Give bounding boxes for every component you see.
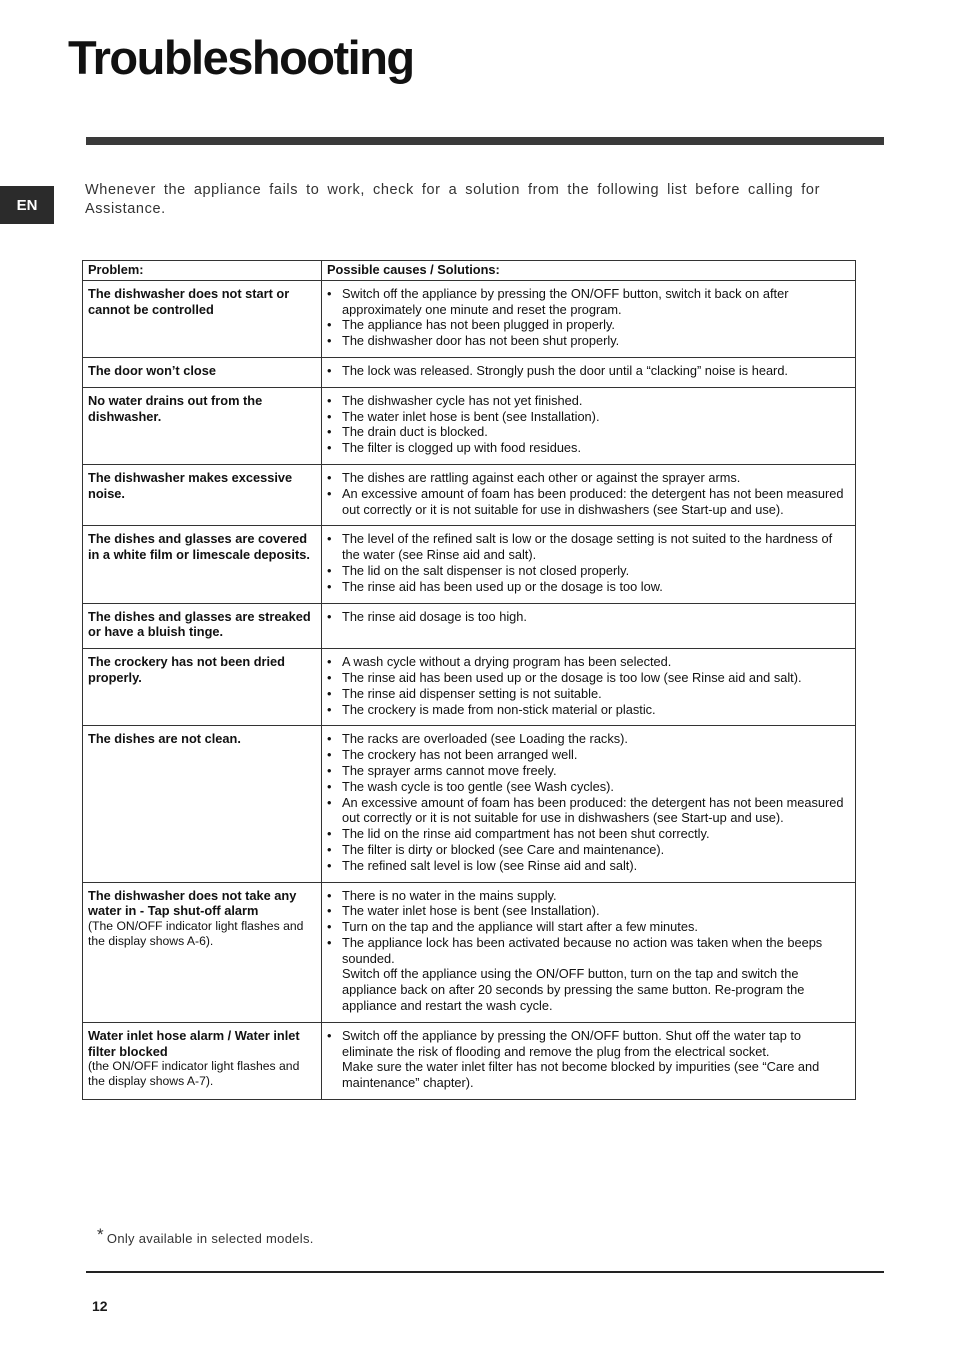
table-row	[83, 1022, 856, 1099]
solutions-cell	[322, 726, 856, 882]
footnote	[97, 1225, 314, 1248]
table-body	[83, 280, 856, 1099]
solutions-cell	[322, 280, 856, 357]
solutions-list	[327, 654, 850, 717]
problem-text: The dishwasher does not start or cannot be controlled	[88, 285, 290, 317]
solution-item: • The dishwasher cycle has not yet finished.	[327, 393, 850, 409]
solution-item: • The dishes are rattling against each other or against the sprayer arms.	[327, 470, 850, 486]
solution-item: • The lid on the rinse aid compartment has not been shut correctly.	[327, 826, 850, 842]
solutions-list	[327, 1028, 850, 1091]
header-problem: Problem:	[83, 261, 322, 281]
solution-item: • The appliance lock has been activated because no action was taken when the beeps sounded. Switch off the appliance using the ON/OFF button, turn on the tap and switch the appliance back on after 20 seconds by pressing the same button. Re-program the appliance and restart the wash cycle.	[327, 935, 850, 1014]
solutions-list	[327, 888, 850, 1014]
table-header-row	[83, 261, 856, 281]
problem-text: The crockery has not been dried properly.	[88, 654, 285, 685]
problem-text: The dishwasher does not take any water in - Tap shut-off alarm	[88, 887, 297, 919]
solution-item: • The crockery has not been arranged well.	[327, 747, 850, 763]
problem-cell	[83, 726, 322, 882]
problem-text: Water inlet hose alarm / Water inlet filter blocked	[88, 1027, 300, 1059]
solutions-cell	[322, 1022, 856, 1099]
solutions-list	[327, 531, 850, 594]
problem-note: (the ON/OFF indicator light flashes and the display shows A-7).	[88, 1059, 300, 1088]
solutions-cell	[322, 357, 856, 387]
footnote-text: Only available in selected models.	[106, 1231, 314, 1246]
problem-text: The dishes and glasses are streaked or have a bluish tinge.	[88, 608, 311, 640]
table-row	[83, 357, 856, 387]
table-row	[83, 526, 856, 603]
solution-item: • The water inlet hose is bent (see Installation).	[327, 409, 850, 425]
problem-text: The dishes are not clean.	[88, 731, 241, 747]
page-number: 12	[92, 1298, 108, 1314]
problem-cell	[83, 387, 322, 464]
problem-text: The dishes and glasses are covered in a white film or limescale deposits.	[88, 531, 310, 563]
problem-note: (The ON/OFF indicator light flashes and the display shows A-6).	[88, 919, 304, 948]
solutions-list	[327, 731, 850, 873]
solution-item: • Switch off the appliance by pressing the ON/OFF button. Shut off the water tap to eliminate the risk of flooding and remove the plug from the electrical socket. Make sure the water inlet filter has not become blocked by impurities (see “Care and maintenance” chapter).	[327, 1028, 850, 1091]
problem-cell	[83, 280, 322, 357]
solutions-list	[327, 470, 850, 517]
solution-item: • The crockery is made from non-stick material or plastic.	[327, 702, 850, 718]
solutions-list	[327, 609, 850, 625]
troubleshooting-table	[82, 260, 856, 1100]
title-divider	[86, 137, 884, 145]
solution-item: • An excessive amount of foam has been produced: the detergent has not been measured out correctly or it is not suitable for use in dishwashers (see Start-up and use).	[327, 486, 850, 518]
problem-cell	[83, 882, 322, 1022]
solution-item: • Switch off the appliance by pressing the ON/OFF button, switch it back on after approximately one minute and reset the program.	[327, 286, 850, 318]
solutions-cell	[322, 882, 856, 1022]
solution-item: • The wash cycle is too gentle (see Wash cycles).	[327, 779, 850, 795]
solutions-cell	[322, 603, 856, 649]
solution-item: • The rinse aid has been used up or the dosage is too low.	[327, 579, 850, 595]
header-solutions: Possible causes / Solutions:	[322, 261, 856, 281]
solution-item: • The lid on the salt dispenser is not closed properly.	[327, 563, 850, 579]
solutions-cell	[322, 526, 856, 603]
solutions-list	[327, 363, 850, 379]
solution-item: • The racks are overloaded (see Loading the racks).	[327, 731, 850, 747]
problem-text: No water drains out from the dishwasher.	[88, 392, 263, 424]
page-title: Troubleshooting	[68, 31, 414, 84]
solution-item: • A wash cycle without a drying program has been selected.	[327, 654, 850, 670]
solutions-cell	[322, 649, 856, 726]
solutions-cell	[322, 464, 856, 525]
solution-item: • The rinse aid dispenser setting is not suitable.	[327, 686, 850, 702]
solution-item: • The rinse aid has been used up or the dosage is too low (see Rinse aid and salt).	[327, 670, 850, 686]
problem-text: The dishwasher makes excessive noise.	[88, 469, 293, 501]
solutions-list	[327, 286, 850, 349]
language-tab: EN	[0, 186, 54, 224]
problem-cell	[83, 649, 322, 726]
solution-item: • The water inlet hose is bent (see Installation).	[327, 903, 850, 919]
table-row	[83, 464, 856, 525]
solution-item: • The filter is dirty or blocked (see Care and maintenance).	[327, 842, 850, 858]
intro-paragraph: Whenever the appliance fails to work, check for a solution from the following list before calling for Assistance.	[85, 182, 820, 217]
solution-item: • The dishwasher door has not been shut properly.	[327, 333, 850, 349]
problem-text: The door won’t close	[88, 362, 216, 378]
problem-cell	[83, 526, 322, 603]
solution-item: • There is no water in the mains supply.	[327, 888, 850, 904]
problem-cell	[83, 1022, 322, 1099]
solution-item: • The lock was released. Strongly push the door until a “clacking” noise is heard.	[327, 363, 850, 379]
solutions-cell	[322, 387, 856, 464]
table-row	[83, 280, 856, 357]
solutions-list	[327, 393, 850, 456]
footnote-mark: *	[97, 1225, 104, 1244]
solution-item: • The level of the refined salt is low or the dosage setting is not suited to the hardness of the water (see Rinse aid and salt).	[327, 531, 850, 563]
solution-item: • Turn on the tap and the appliance will start after a few minutes.	[327, 919, 850, 935]
table-row	[83, 882, 856, 1022]
solution-item: • An excessive amount of foam has been produced: the detergent has not been measured out correctly or it is not suitable for use in dishwashers (see Start-up and use).	[327, 795, 850, 827]
table-row	[83, 603, 856, 649]
solution-item: • The rinse aid dosage is too high.	[327, 609, 850, 625]
problem-cell	[83, 464, 322, 525]
footer-divider	[86, 1271, 884, 1273]
solution-item: • The appliance has not been plugged in properly.	[327, 317, 850, 333]
solution-item: • The sprayer arms cannot move freely.	[327, 763, 850, 779]
table-row	[83, 726, 856, 882]
solution-item: • The filter is clogged up with food residues.	[327, 440, 850, 456]
solution-item: • The drain duct is blocked.	[327, 424, 850, 440]
solution-item: • The refined salt level is low (see Rinse aid and salt).	[327, 858, 850, 874]
table-row	[83, 387, 856, 464]
problem-cell	[83, 357, 322, 387]
problem-cell	[83, 603, 322, 649]
table-row	[83, 649, 856, 726]
